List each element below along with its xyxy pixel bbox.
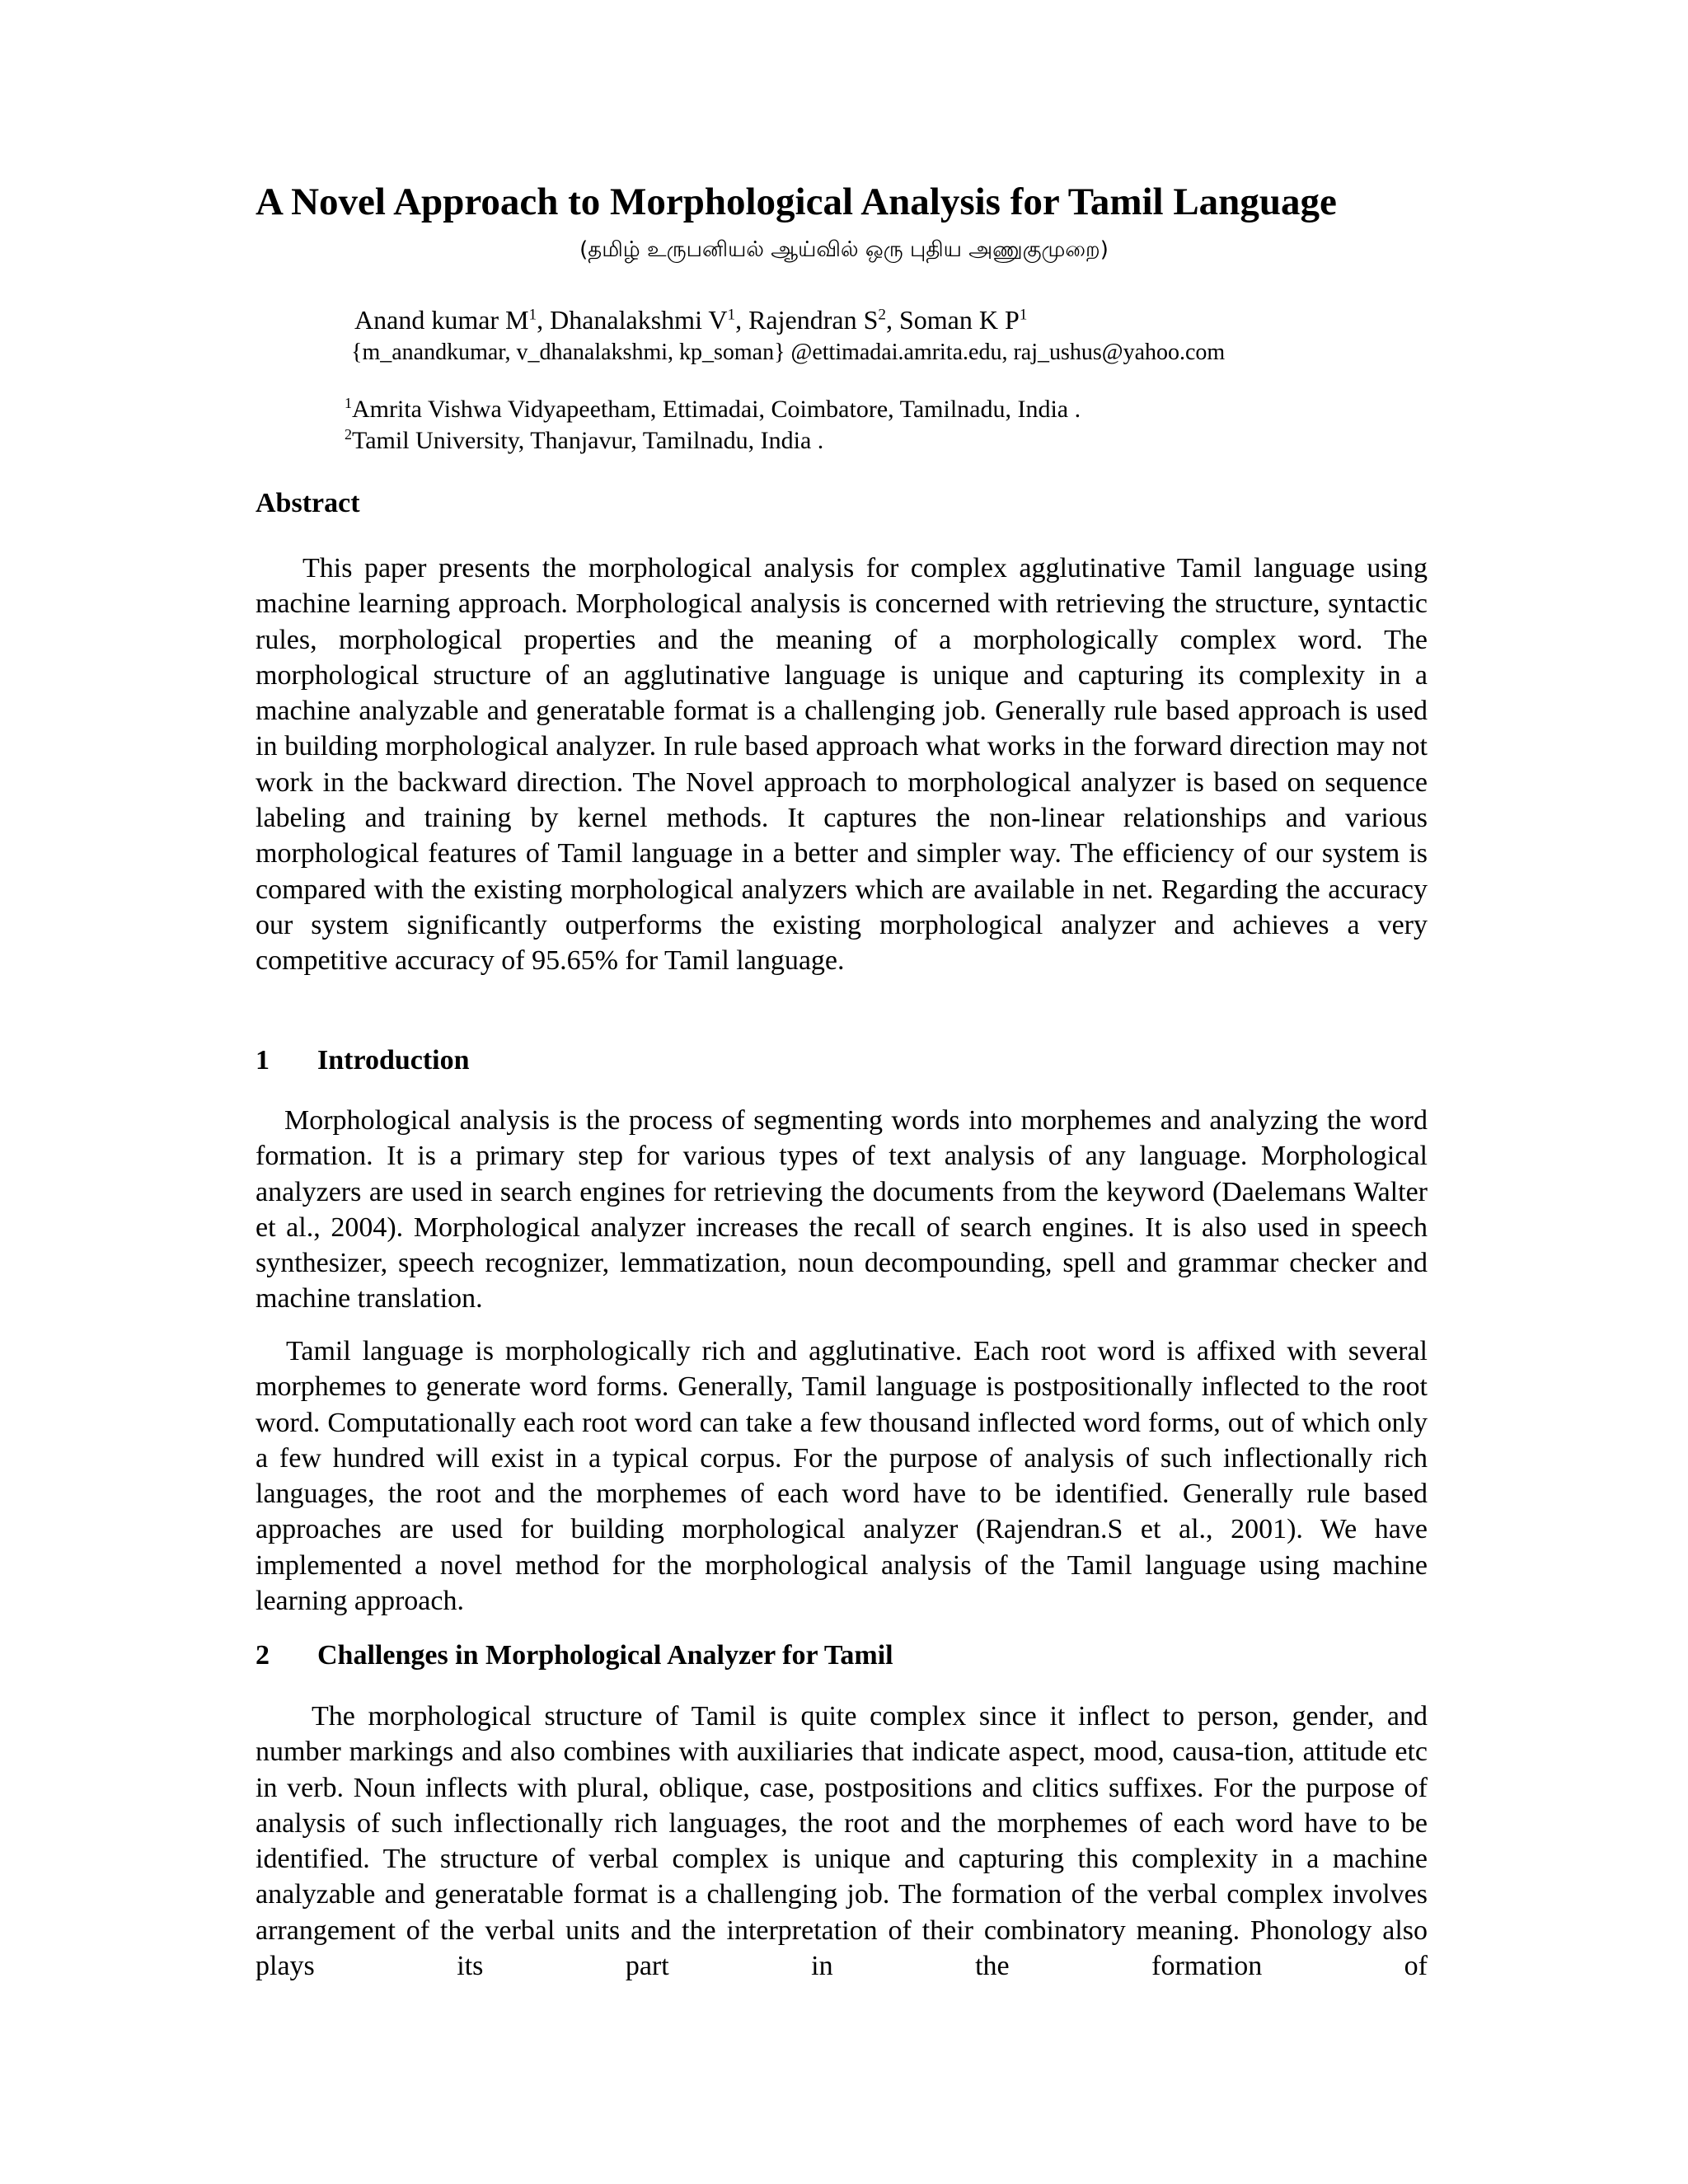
affiliation [345, 427, 823, 455]
section-title: Challenges in Morphological Analyzer for Tamil [317, 1640, 893, 1671]
body-paragraph: Morphological analysis is the process of segmenting words into morphemes and analyzing the word formation. It is a primary step for various types of text analysis of any language. Morphological analyzers are used in search engines for retrieving the documents from the keyword (Daelemans Walter et al., 2004). Morphological analyzer increases the recall of search engines. It is also used in speech synthesizer, speech recognizer, lemmatization, noun decompounding, spell and grammar checker and machine translation. [256, 1105, 1428, 1315]
affiliation-text: Tamil University, Thanjavur, Tamilnadu, India . [352, 427, 824, 454]
section-heading [256, 1045, 470, 1076]
author-name: Soman K P [898, 305, 1020, 335]
author-name: Rajendran S [748, 305, 879, 335]
body-paragraph: The morphological structure of Tamil is quite complex since it inflect to person, gender, and number markings and also combines with auxiliaries that indicate aspect, mood, causa-tion, attitude etc in verb. Noun inflects with plural, oblique, case, postpositions and clitics suffixes. For the purpose of analysis of such inflectionally rich languages, the root and the morphemes of each word have to be identified. The structure of verbal complex is unique and capturing this complexity in a machine analyzable and generatable format is a challenging job. The formation of the verbal complex involves arrangement of the verbal units and the interpretation of their combinatory meaning. Phonology also plays its part in the formation of [256, 1701, 1428, 1982]
author-name: Dhanalakshmi V [550, 305, 728, 335]
paper-title-tamil: (தமிழ் உருபனியல் ஆய்வில் ஒரு புதிய அணுகுமுறை) [579, 237, 1109, 262]
author-name: Anand kumar M [354, 305, 529, 335]
author-emails: {m_anandkumar, v_dhanalakshmi, kp_soman} @ettimadai.amrita.edu, raj_ushus@yahoo.com [351, 340, 1226, 365]
author-affiliation-mark: 1 [528, 306, 537, 324]
affiliation-text: Amrita Vishwa Vidyapeetham, Ettimadai, Coimbatore, Tamilnadu, India . [352, 396, 1081, 423]
affiliation-mark: 1 [345, 395, 352, 411]
author-list: Anand kumar $M^1$, Dhanalakshmi $V^1$, Rajendran $S^2$, Soman K $P^1$ [354, 305, 1028, 335]
affiliation [345, 396, 1081, 424]
author-affiliation-mark: 1 [1019, 306, 1028, 324]
author-affiliation-mark: 1 [727, 306, 736, 324]
abstract-text: This paper presents the morphological analysis for complex agglutinative Tamil language using machine learning approach. Morphological analysis is concerned with retrieving the structure, syntactic rules, morphological properties and the meaning of a morphologically complex word. The morphological structure of an agglutinative language is unique and capturing its complexity in a machine analyzable and generatable format is a challenging job. Generally rule based approach is used in building morphological analyzer. In rule based approach what works in the forward direction may not work in the backward direction. The Novel approach to morphological analyzer is based on sequence labeling and training by kernel methods. It captures the non-linear relationships and various morphological features of Tamil language in a better and simpler way. The efficiency of our system is compared with the existing morphological analyzers which are available in net. Regarding the accuracy our system significantly outperforms the existing morphological analyzer and achieves a very competitive accuracy of 95.65% for Tamil language. [256, 553, 1428, 977]
paper-title: A Novel Approach to Morphological Analysis for Tamil Language [256, 180, 1337, 223]
body-paragraph: Tamil language is morphologically rich and agglutinative. Each root word is affixed with several morphemes to generate word forms. Generally, Tamil language is postpositionally inflected to the root word. Computationally each root word can take a few thousand inflected word forms, out of which only a few hundred will exist in a typical corpus. For the purpose of analysis of such inflectionally rich languages, the root and the morphemes of each word have to be identified. Generally rule based approaches are used for building morphological analyzer (Rajendran.S et al., 2001). We have implemented a novel method for the morphological analysis of the Tamil language using machine learning approach. [256, 1336, 1428, 1617]
affiliation-mark: 2 [345, 426, 352, 443]
section-number: 2 [256, 1640, 270, 1671]
author-affiliation-mark: 2 [878, 306, 886, 324]
section-title: Introduction [317, 1045, 470, 1076]
section-number: 1 [256, 1045, 270, 1076]
abstract-heading: Abstract [256, 488, 360, 518]
section-heading [256, 1640, 893, 1671]
